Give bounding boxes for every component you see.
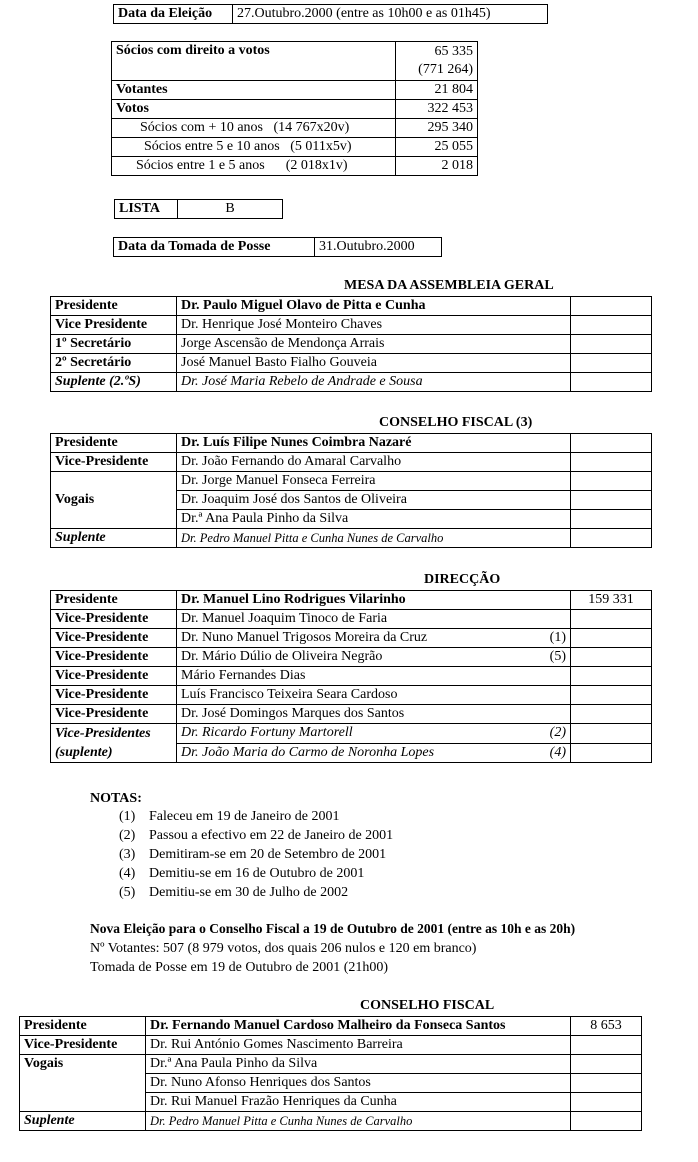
- mesa-votes: [571, 354, 652, 373]
- fiscal1-name: Dr. João Fernando do Amaral Carvalho: [177, 453, 571, 472]
- nota-item: [119, 883, 348, 902]
- direccao-name-text: Luís Francisco Teixeira Seara Cardoso: [181, 687, 398, 702]
- nova-votantes: Nº Votantes: 507 (8 979 votos, dos quais 206 nulos e 120 em branco): [90, 941, 477, 956]
- fiscal1-role: Presidente: [51, 434, 177, 453]
- votes-label-votantes: Votantes: [112, 81, 396, 100]
- fiscal1-votes: [571, 529, 652, 548]
- direccao-title: DIRECÇÃO: [424, 572, 501, 587]
- fiscal1-vogais-label: Vogais: [51, 472, 177, 529]
- fiscal2-role: Vice-Presidente: [20, 1036, 146, 1055]
- nota-number: (5): [119, 885, 136, 900]
- direccao-note: (1): [549, 630, 566, 645]
- direccao-table: [50, 590, 652, 763]
- nota-number: (1): [119, 809, 136, 824]
- votes-value-5a10anos: 25 055: [396, 138, 478, 157]
- direccao-name: [177, 629, 571, 648]
- votes-value-1a5anos: 2 018: [396, 157, 478, 176]
- direccao-note: (4): [549, 744, 566, 760]
- election-date-table: [113, 4, 548, 24]
- mesa-votes: [571, 316, 652, 335]
- direccao-name-text: Dr. José Domingos Marques dos Santos: [181, 706, 405, 721]
- direccao-role: Vice-Presidente: [51, 667, 177, 686]
- nota-number: (4): [119, 866, 136, 881]
- direccao-name: [177, 705, 571, 724]
- mesa-name: Jorge Ascensão de Mendonça Arrais: [177, 335, 571, 354]
- direccao-name: Dr. Manuel Lino Rodrigues Vilarinho: [177, 591, 571, 610]
- mesa-name: José Manuel Basto Fialho Gouveia: [177, 354, 571, 373]
- direccao-name: [177, 667, 571, 686]
- fiscal2-votes: [571, 1036, 642, 1055]
- direccao-votes: [571, 743, 652, 763]
- fiscal1-name: Dr.ª Ana Paula Pinho da Silva: [177, 510, 571, 529]
- mesa-role: 1º Secretário: [51, 335, 177, 354]
- fiscal2-name: Dr. Rui António Gomes Nascimento Barreira: [146, 1036, 571, 1055]
- direccao-role: Vice-Presidente: [51, 686, 177, 705]
- nota-item: [119, 845, 386, 864]
- votes-label-5a10anos: Sócios entre 5 e 10 anos (5 011x5v): [112, 138, 396, 157]
- direccao-name-text: Dr. Nuno Manuel Trigosos Moreira da Cruz: [181, 630, 428, 645]
- direccao-name-text: Mário Fernandes Dias: [181, 668, 306, 683]
- direccao-votes: 159 331: [571, 591, 652, 610]
- fiscal2-table: [19, 1016, 642, 1131]
- direccao-role: Vice-Presidente: [51, 648, 177, 667]
- mesa-name: Dr. José Maria Rebelo de Andrade e Sousa: [177, 373, 571, 392]
- election-date-label: Data da Eleição: [114, 5, 233, 24]
- fiscal1-votes: [571, 491, 652, 510]
- votes-value-votos: 322 453: [396, 100, 478, 119]
- direccao-name-text: Dr. João Maria do Carmo de Noronha Lopes: [181, 744, 435, 760]
- direccao-role: Presidente: [51, 591, 177, 610]
- fiscal2-votes: [571, 1112, 642, 1131]
- direccao-name: [177, 686, 571, 705]
- fiscal1-name: Dr. Jorge Manuel Fonseca Ferreira: [177, 472, 571, 491]
- direccao-role: Vice-Presidente: [51, 629, 177, 648]
- nova-title: Nova Eleição para o Conselho Fiscal a 19 de Outubro de 2001 (entre as 10h e as 20h): [90, 921, 576, 936]
- votes-value-socios-main: 65 335: [434, 44, 473, 59]
- fiscal1-table: [50, 433, 652, 548]
- fiscal2-vogais-label: Vogais: [20, 1055, 146, 1112]
- nota-item: [119, 864, 364, 883]
- fiscal2-name: Dr.ª Ana Paula Pinho da Silva: [146, 1055, 571, 1074]
- nota-text: Passou a efectivo em 22 de Janeiro de 2001: [149, 828, 394, 843]
- direccao-name-text: Dr. Ricardo Fortuny Martorell: [181, 725, 353, 741]
- lista-label: LISTA: [115, 200, 178, 219]
- mesa-votes: [571, 335, 652, 354]
- votes-label-10anos: Sócios com + 10 anos (14 767x20v): [112, 119, 396, 138]
- mesa-table: [50, 296, 652, 392]
- nota-text: Faleceu em 19 de Janeiro de 2001: [149, 809, 340, 824]
- votes-value-votantes: 21 804: [396, 81, 478, 100]
- nota-text: Demitiram-se em 20 de Setembro de 2001: [149, 847, 387, 862]
- fiscal1-name: Dr. Joaquim José dos Santos de Oliveira: [177, 491, 571, 510]
- mesa-votes: [571, 373, 652, 392]
- direccao-name-text: Dr. Manuel Joaquim Tinoco de Faria: [181, 611, 388, 626]
- fiscal2-title: CONSELHO FISCAL: [360, 998, 495, 1013]
- fiscal2-votes: [571, 1055, 642, 1074]
- mesa-role: Presidente: [51, 297, 177, 316]
- fiscal1-title: CONSELHO FISCAL (3): [379, 415, 533, 430]
- mesa-title: MESA DA ASSEMBLEIA GERAL: [344, 278, 554, 293]
- nota-item: [119, 826, 393, 845]
- posse-value: 31.Outubro.2000: [315, 238, 442, 257]
- direccao-votes: [571, 705, 652, 724]
- direccao-name: [177, 743, 571, 763]
- lista-value: B: [178, 200, 283, 219]
- fiscal1-votes: [571, 472, 652, 491]
- fiscal1-name: Dr. Pedro Manuel Pitta e Cunha Nunes de Carvalho: [177, 529, 571, 548]
- direccao-votes: [571, 724, 652, 744]
- votes-table: [111, 41, 478, 176]
- fiscal2-name: Dr. Fernando Manuel Cardoso Malheiro da Fonseca Santos: [146, 1017, 571, 1036]
- direccao-name: [177, 610, 571, 629]
- fiscal2-votes: [571, 1093, 642, 1112]
- mesa-role: Suplente (2.ºS): [51, 373, 177, 392]
- fiscal1-votes: [571, 510, 652, 529]
- direccao-votes: [571, 629, 652, 648]
- direccao-suplentes-role-line2: (suplente): [55, 745, 113, 760]
- fiscal2-name: Dr. Nuno Afonso Henriques dos Santos: [146, 1074, 571, 1093]
- posse-label: Data da Tomada de Posse: [114, 238, 315, 257]
- fiscal1-votes: [571, 434, 652, 453]
- fiscal2-role: Suplente: [20, 1112, 146, 1131]
- direccao-votes: [571, 667, 652, 686]
- nota-number: (2): [119, 828, 136, 843]
- nota-number: (3): [119, 847, 136, 862]
- direccao-name: [177, 724, 571, 744]
- mesa-name: Dr. Henrique José Monteiro Chaves: [177, 316, 571, 335]
- fiscal2-name: Dr. Pedro Manuel Pitta e Cunha Nunes de Carvalho: [146, 1112, 571, 1131]
- lista-table: [114, 199, 283, 219]
- direccao-votes: [571, 648, 652, 667]
- direccao-name-text: Dr. Mário Dúlio de Oliveira Negrão: [181, 649, 383, 664]
- mesa-role: Vice Presidente: [51, 316, 177, 335]
- fiscal1-votes: [571, 453, 652, 472]
- fiscal1-role: Vice-Presidente: [51, 453, 177, 472]
- direccao-votes: [571, 686, 652, 705]
- mesa-name: Dr. Paulo Miguel Olavo de Pitta e Cunha: [177, 297, 571, 316]
- nova-posse: Tomada de Posse em 19 de Outubro de 2001 (21h00): [90, 960, 389, 975]
- election-date-value: 27.Outubro.2000 (entre as 10h00 e as 01h45): [233, 5, 548, 24]
- fiscal1-role: Suplente: [51, 529, 177, 548]
- direccao-suplentes-role: [51, 724, 177, 763]
- fiscal2-name: Dr. Rui Manuel Frazão Henriques da Cunha: [146, 1093, 571, 1112]
- mesa-role: 2º Secretário: [51, 354, 177, 373]
- votes-label-votos: Votos: [112, 100, 396, 119]
- mesa-votes: [571, 297, 652, 316]
- direccao-note: (5): [549, 649, 566, 664]
- direccao-note: (2): [549, 725, 566, 741]
- votes-label-socios: Sócios com direito a votos: [112, 42, 396, 81]
- nota-text: Demitiu-se em 30 de Julho de 2002: [149, 885, 349, 900]
- votes-value-socios: [396, 42, 478, 81]
- fiscal2-votes: 8 653: [571, 1017, 642, 1036]
- votes-label-1a5anos: Sócios entre 1 e 5 anos (2 018x1v): [112, 157, 396, 176]
- fiscal1-name: Dr. Luís Filipe Nunes Coimbra Nazaré: [177, 434, 571, 453]
- fiscal2-votes: [571, 1074, 642, 1093]
- direccao-name: [177, 648, 571, 667]
- nota-item: [119, 807, 340, 826]
- notas-title: NOTAS:: [90, 791, 142, 806]
- posse-table: [113, 237, 442, 257]
- direccao-role: Vice-Presidente: [51, 610, 177, 629]
- fiscal2-role: Presidente: [20, 1017, 146, 1036]
- nota-text: Demitiu-se em 16 de Outubro de 2001: [149, 866, 365, 881]
- direccao-role: Vice-Presidente: [51, 705, 177, 724]
- direccao-suplentes-role-line1: Vice-Presidentes: [55, 726, 151, 741]
- direccao-votes: [571, 610, 652, 629]
- votes-value-10anos: 295 340: [396, 119, 478, 138]
- votes-value-socios-total: (771 264): [418, 62, 473, 77]
